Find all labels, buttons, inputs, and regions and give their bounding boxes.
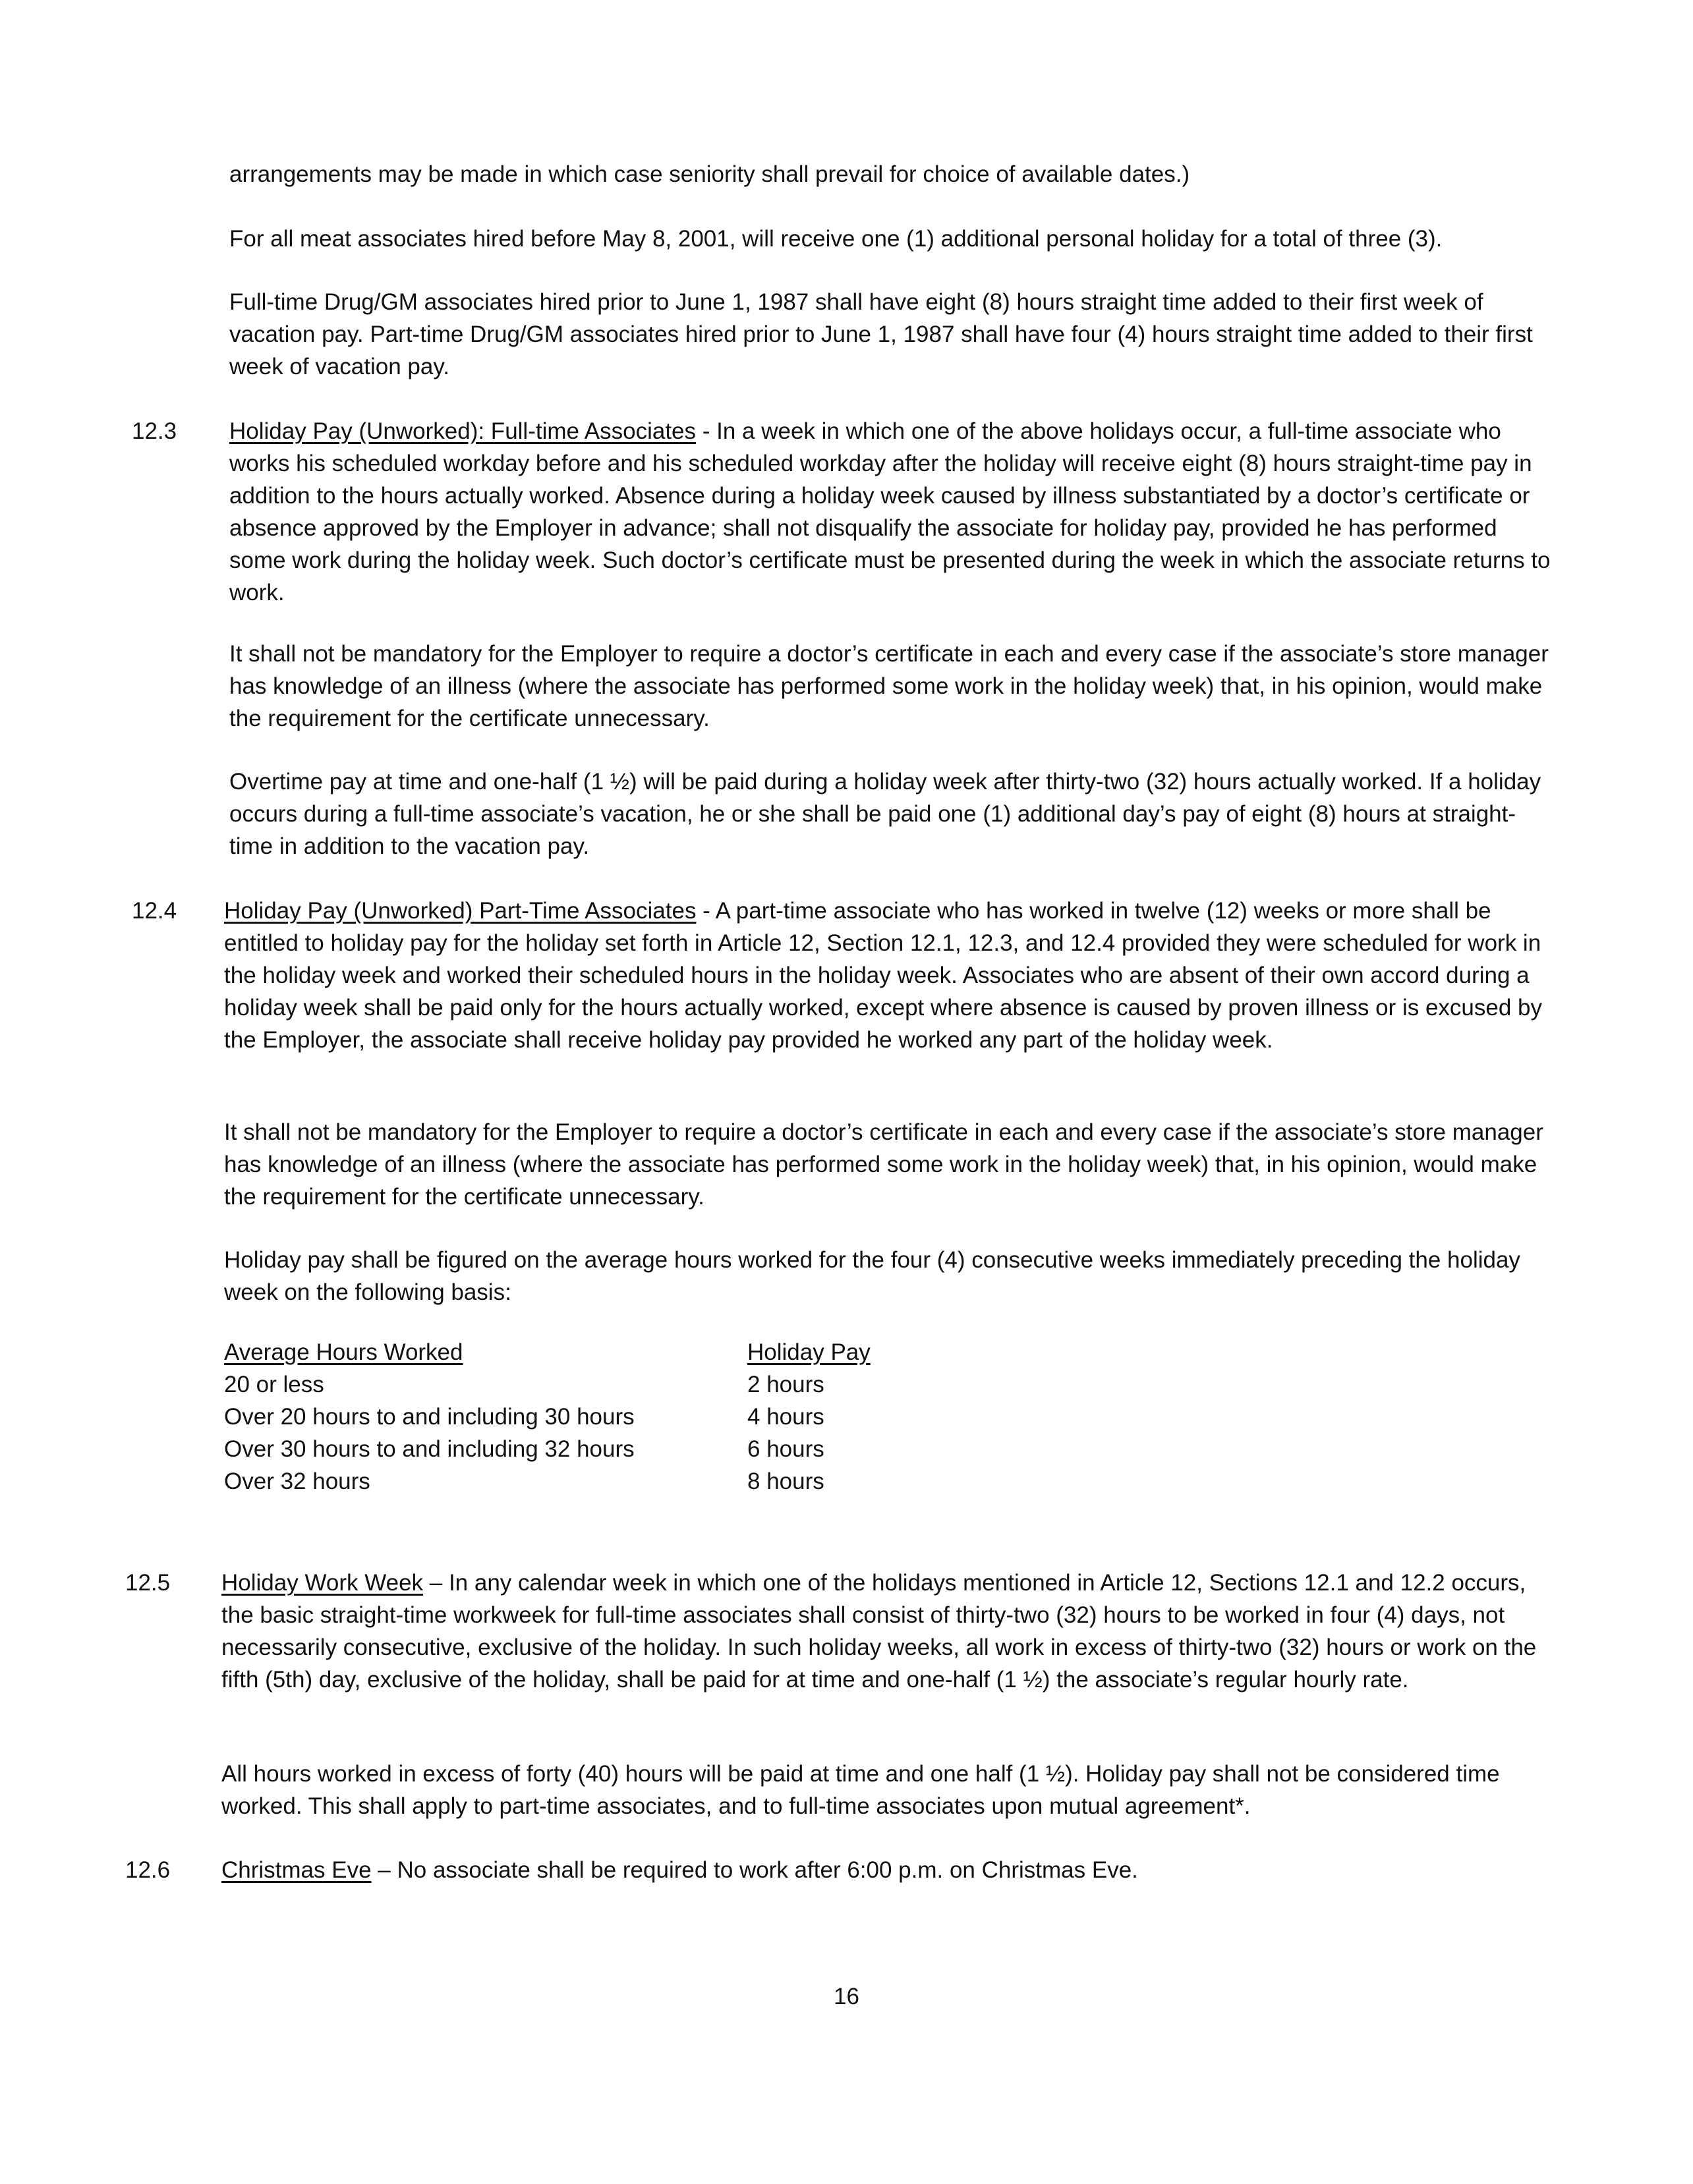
section-12-4-paragraph-2: It shall not be mandatory for the Employer to require a doctor’s certificate in each and every case if the associate’s store manager has knowledge of an illness (where the associate has performed some work in the holiday week) that, in his opinion, would make the requirement for the certificate unnecessary. (224, 1119, 1543, 1210)
table-row (224, 1401, 1147, 1433)
table-header-holiday-pay: Holiday Pay (747, 1339, 871, 1365)
table-row (224, 1465, 1147, 1498)
section-12-4-text: - A part-time associate who has worked in twelve (12) weeks or more shall be entitled to holiday pay for the holiday set forth in Article 12, Section 12.1, 12.3, and 12.4 provided they were scheduled for work in the holiday week and worked their scheduled hours in the holiday week. Associates who are absent of their own accord during a holiday week shall be paid only for the hours actually worked, except where absence is caused by proven illness or is excused by the Employer, the associate shall receive holiday pay provided he worked any part of the holiday week. (224, 898, 1542, 1053)
section-number-12-6: 12.6 (125, 1857, 171, 1883)
section-12-6-paragraph-1 (221, 1854, 1555, 1886)
continuation-paragraph-2: For all meat associates hired before May 8, 2001, will receive one (1) additional personal holiday for a total of three (3). (229, 226, 1443, 252)
table-cell-pay: 6 hours (747, 1436, 824, 1462)
section-12-6-text: – No associate shall be required to work after 6:00 p.m. on Christmas Eve. (371, 1857, 1138, 1883)
section-12-6-heading: Christmas Eve (221, 1857, 372, 1883)
section-12-5-heading: Holiday Work Week (221, 1570, 424, 1596)
section-12-3-heading: Holiday Pay (Unworked): Full-time Associates (229, 418, 697, 444)
section-12-3-paragraph-1 (229, 415, 1554, 609)
section-12-4-heading: Holiday Pay (Unworked) Part-Time Associates (224, 898, 697, 924)
table-cell-hours: Over 30 hours to and including 32 hours (224, 1436, 635, 1462)
section-number-12-3: 12.3 (132, 418, 177, 444)
continuation-paragraph-3: Full-time Drug/GM associates hired prior to June 1, 1987 shall have eight (8) hours straight time added to their first week of vacation pay. Part-time Drug/GM associates hired prior to June 1, 1987 shall have four (4) hours straight time added to their first week of vacation pay. (229, 289, 1533, 379)
table-cell-hours: Over 20 hours to and including 30 hours (224, 1404, 635, 1430)
section-number-12-4: 12.4 (132, 898, 177, 924)
table-cell-pay: 2 hours (747, 1372, 824, 1397)
table-cell-hours: Over 32 hours (224, 1469, 370, 1494)
table-header-row (224, 1336, 1147, 1368)
table-row (224, 1368, 1147, 1401)
page-number: 16 (834, 1984, 859, 2009)
table-row (224, 1433, 1147, 1465)
section-12-3-paragraph-3: Overtime pay at time and one-half (1 ½) will be paid during a holiday week after thirty-two (32) hours actually worked. If a holiday occurs during a full-time associate’s vacation, he or she shall be paid one (1) additional day’s pay of eight (8) hours at straight-time in addition to the vacation pay. (229, 769, 1541, 859)
section-12-5-paragraph-2: All hours worked in excess of forty (40) hours will be paid at time and one half (1 ½). Holiday pay shall not be considered time worked. This shall apply to part-time associates, and to full-time associates upon mutual agreement*. (221, 1761, 1500, 1819)
section-12-3-text: - In a week in which one of the above holidays occur, a full-time associate who works his scheduled workday before and his scheduled workday after the holiday will receive eight (8) hours straight-time pay in addition to the hours actually worked. Absence during a holiday week caused by illness substantiated by a doctor’s certificate or absence approved by the Employer in advance; shall not disqualify the associate for holiday pay, provided he has performed some work during the holiday week. Such doctor’s certificate must be presented during the week in which the associate returns to work. (229, 418, 1551, 605)
table-cell-hours: 20 or less (224, 1372, 324, 1397)
section-12-3-paragraph-2: It shall not be mandatory for the Employer to require a doctor’s certificate in each and every case if the associate’s store manager has knowledge of an illness (where the associate has performed some work in the holiday week) that, in his opinion, would make the requirement for the certificate unnecessary. (229, 641, 1549, 731)
continuation-paragraph-1: arrangements may be made in which case seniority shall prevail for choice of available dates.) (229, 161, 1190, 187)
section-12-5-paragraph-1 (221, 1567, 1555, 1696)
section-12-4-paragraph-1 (224, 895, 1555, 1056)
table-header-average-hours: Average Hours Worked (224, 1339, 463, 1365)
table-cell-pay: 8 hours (747, 1469, 824, 1494)
section-12-5-text: – In any calendar week in which one of the holidays mentioned in Article 12, Sections 12.1 and 12.2 occurs, the basic straight-time workweek for full-time associates shall consist of thirty-two (32) hours to be worked in four (4) days, not necessarily consecutive, exclusive of the holiday. In such holiday weeks, all work in excess of thirty-two (32) hours or work on the fifth (5th) day, exclusive of the holiday, shall be paid for at time and one-half (1 ½) the associate’s regular hourly rate. (221, 1570, 1537, 1693)
holiday-pay-table (224, 1336, 1147, 1498)
section-number-12-5: 12.5 (125, 1570, 171, 1596)
section-12-4-paragraph-3: Holiday pay shall be figured on the average hours worked for the four (4) consecutive weeks immediately preceding the holiday week on the following basis: (224, 1247, 1520, 1305)
table-cell-pay: 4 hours (747, 1404, 824, 1430)
